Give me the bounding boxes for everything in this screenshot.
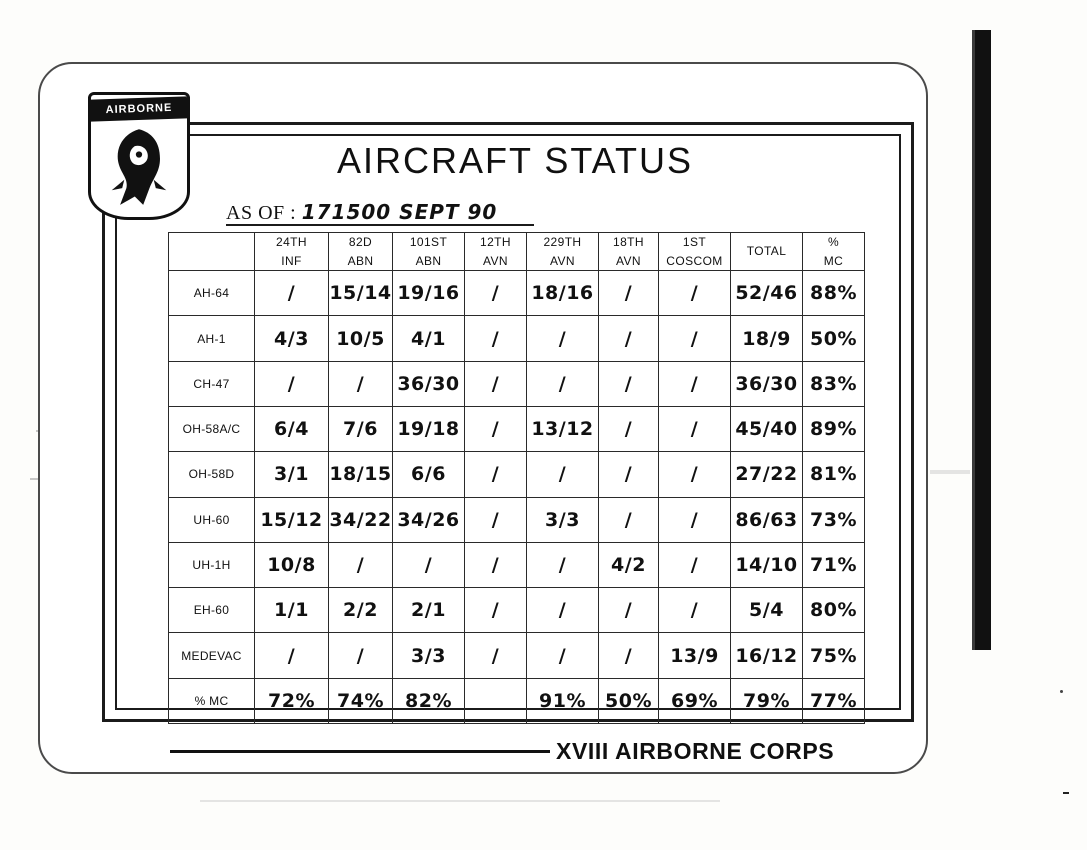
- scan-tick-mark: [1063, 792, 1069, 794]
- row-label-eh-60: EH-60: [169, 588, 255, 633]
- cell-medevac-229th-avn: /: [527, 633, 599, 678]
- cell-oh58d-229th-avn: /: [527, 452, 599, 497]
- cell-pctmc-24th-inf: 72%: [255, 678, 329, 723]
- cell-oh58d-1st-coscom: /: [659, 452, 731, 497]
- cell-medevac-82d-abn: /: [329, 633, 393, 678]
- cell-pctmc-82d-abn: 74%: [329, 678, 393, 723]
- table-header-row: [169, 233, 865, 271]
- footer: [170, 738, 870, 766]
- cell-medevac-101st-abn: 3/3: [393, 633, 465, 678]
- table-row-percent-mc: [169, 678, 865, 723]
- cell-ch47-229th-avn: /: [527, 361, 599, 406]
- cell-uh60-18th-avn: /: [599, 497, 659, 542]
- row-label-oh-58ac: OH-58A/C: [169, 407, 255, 452]
- scan-dot-mark: [1060, 690, 1063, 693]
- cell-pctmc-229th-avn: 91%: [527, 678, 599, 723]
- cell-pctmc-18th-avn: 50%: [599, 678, 659, 723]
- table-row: [169, 361, 865, 406]
- row-label-ch-47: CH-47: [169, 361, 255, 406]
- cell-ah64-percent-mc: 88%: [803, 271, 865, 316]
- scan-speckle: [200, 800, 720, 802]
- column-header-229th-avn: 229TH AVN: [527, 233, 599, 271]
- cell-oh58d-101st-abn: 6/6: [393, 452, 465, 497]
- column-header-24th-inf: 24TH INF: [255, 233, 329, 271]
- table-row: [169, 271, 865, 316]
- scan-edge-artifact: [975, 30, 991, 650]
- cell-medevac-12th-avn: /: [465, 633, 527, 678]
- aircraft-status-table: [168, 232, 865, 724]
- cell-ah1-24th-inf: 4/3: [255, 316, 329, 361]
- cell-oh58d-24th-inf: 3/1: [255, 452, 329, 497]
- cell-uh60-229th-avn: 3/3: [527, 497, 599, 542]
- scan-speckle: [930, 470, 970, 474]
- table-row: [169, 497, 865, 542]
- cell-oh58ac-24th-inf: 6/4: [255, 407, 329, 452]
- table-row: [169, 316, 865, 361]
- table-row: [169, 407, 865, 452]
- cell-ah64-total: 52/46: [731, 271, 803, 316]
- cell-uh1h-24th-inf: 10/8: [255, 542, 329, 587]
- cell-pctmc-total: 79%: [731, 678, 803, 723]
- cell-uh1h-1st-coscom: /: [659, 542, 731, 587]
- cell-uh60-12th-avn: /: [465, 497, 527, 542]
- xviii-airborne-corps-patch: [88, 92, 190, 220]
- footer-title: XVIII AIRBORNE CORPS: [556, 738, 835, 764]
- as-of-underline: [226, 224, 534, 226]
- cell-oh58ac-18th-avn: /: [599, 407, 659, 452]
- cell-ch47-percent-mc: 83%: [803, 361, 865, 406]
- cell-uh60-percent-mc: 73%: [803, 497, 865, 542]
- cell-pctmc-101st-abn: 82%: [393, 678, 465, 723]
- cell-ah1-total: 18/9: [731, 316, 803, 361]
- cell-oh58ac-12th-avn: /: [465, 407, 527, 452]
- as-of-label: AS OF :: [226, 202, 297, 224]
- cell-oh58d-total: 27/22: [731, 452, 803, 497]
- cell-uh60-1st-coscom: /: [659, 497, 731, 542]
- cell-uh1h-101st-abn: /: [393, 542, 465, 587]
- cell-ah1-18th-avn: /: [599, 316, 659, 361]
- cell-eh60-101st-abn: 2/1: [393, 588, 465, 633]
- row-label-uh-1h: UH-1H: [169, 542, 255, 587]
- cell-ah64-229th-avn: 18/16: [527, 271, 599, 316]
- row-label-ah-1: AH-1: [169, 316, 255, 361]
- cell-ch47-total: 36/30: [731, 361, 803, 406]
- cell-ah64-18th-avn: /: [599, 271, 659, 316]
- cell-eh60-24th-inf: 1/1: [255, 588, 329, 633]
- cell-ch47-12th-avn: /: [465, 361, 527, 406]
- cell-uh1h-12th-avn: /: [465, 542, 527, 587]
- cell-medevac-percent-mc: 75%: [803, 633, 865, 678]
- table-row: [169, 452, 865, 497]
- column-header-percent-mc: % MC: [803, 233, 865, 271]
- row-label-percent-mc: % MC: [169, 678, 255, 723]
- patch-banner-label: AIRBORNE: [88, 96, 190, 122]
- cell-ah64-1st-coscom: /: [659, 271, 731, 316]
- cell-ch47-24th-inf: /: [255, 361, 329, 406]
- cell-medevac-18th-avn: /: [599, 633, 659, 678]
- cell-oh58ac-percent-mc: 89%: [803, 407, 865, 452]
- dragon-head-emblem: [97, 123, 181, 211]
- row-label-uh-60: UH-60: [169, 497, 255, 542]
- cell-ah64-24th-inf: /: [255, 271, 329, 316]
- column-header-total: TOTAL: [731, 233, 803, 271]
- row-label-ah-64: AH-64: [169, 271, 255, 316]
- cell-ch47-82d-abn: /: [329, 361, 393, 406]
- cell-oh58d-percent-mc: 81%: [803, 452, 865, 497]
- cell-eh60-12th-avn: /: [465, 588, 527, 633]
- cell-pctmc-12th-avn: [465, 678, 527, 723]
- cell-uh60-24th-inf: 15/12: [255, 497, 329, 542]
- column-header-1st-coscom: 1ST COSCOM: [659, 233, 731, 271]
- cell-uh1h-total: 14/10: [731, 542, 803, 587]
- footer-rule: [170, 750, 550, 753]
- cell-pctmc-1st-coscom: 69%: [659, 678, 731, 723]
- cell-ah64-82d-abn: 15/14: [329, 271, 393, 316]
- cell-oh58ac-total: 45/40: [731, 407, 803, 452]
- cell-uh1h-percent-mc: 71%: [803, 542, 865, 587]
- row-label-medevac: MEDEVAC: [169, 633, 255, 678]
- column-header-blank: [169, 233, 255, 271]
- cell-uh1h-229th-avn: /: [527, 542, 599, 587]
- cell-eh60-total: 5/4: [731, 588, 803, 633]
- cell-oh58ac-101st-abn: 19/18: [393, 407, 465, 452]
- cell-eh60-1st-coscom: /: [659, 588, 731, 633]
- column-header-12th-avn: 12TH AVN: [465, 233, 527, 271]
- cell-oh58d-82d-abn: 18/15: [329, 452, 393, 497]
- cell-uh60-101st-abn: 34/26: [393, 497, 465, 542]
- cell-ch47-18th-avn: /: [599, 361, 659, 406]
- cell-eh60-82d-abn: 2/2: [329, 588, 393, 633]
- cell-ah1-12th-avn: /: [465, 316, 527, 361]
- page-title: AIRCRAFT STATUS: [336, 140, 694, 181]
- cell-eh60-percent-mc: 80%: [803, 588, 865, 633]
- aircraft-status-table-wrapper: [168, 232, 864, 724]
- cell-ah1-percent-mc: 50%: [803, 316, 865, 361]
- column-header-18th-avn: 18TH AVN: [599, 233, 659, 271]
- as-of-value: 171500 SEPT 90: [301, 200, 498, 224]
- cell-oh58ac-229th-avn: 13/12: [527, 407, 599, 452]
- cell-ch47-101st-abn: 36/30: [393, 361, 465, 406]
- cell-eh60-18th-avn: /: [599, 588, 659, 633]
- table-row: [169, 588, 865, 633]
- column-header-82d-abn: 82D ABN: [329, 233, 393, 271]
- cell-ah1-1st-coscom: /: [659, 316, 731, 361]
- cell-pctmc-percent-mc: 77%: [803, 678, 865, 723]
- row-label-oh-58d: OH-58D: [169, 452, 255, 497]
- cell-oh58ac-82d-abn: 7/6: [329, 407, 393, 452]
- cell-eh60-229th-avn: /: [527, 588, 599, 633]
- cell-uh1h-18th-avn: 4/2: [599, 542, 659, 587]
- cell-uh60-82d-abn: 34/22: [329, 497, 393, 542]
- cell-uh60-total: 86/63: [731, 497, 803, 542]
- cell-ah1-101st-abn: 4/1: [393, 316, 465, 361]
- cell-medevac-24th-inf: /: [255, 633, 329, 678]
- cell-ah1-82d-abn: 10/5: [329, 316, 393, 361]
- cell-uh1h-82d-abn: /: [329, 542, 393, 587]
- cell-ch47-1st-coscom: /: [659, 361, 731, 406]
- cell-oh58ac-1st-coscom: /: [659, 407, 731, 452]
- cell-ah1-229th-avn: /: [527, 316, 599, 361]
- column-header-101st-abn: 101ST ABN: [393, 233, 465, 271]
- cell-ah64-12th-avn: /: [465, 271, 527, 316]
- as-of-line: [226, 200, 497, 225]
- table-row: [169, 542, 865, 587]
- cell-ah64-101st-abn: 19/16: [393, 271, 465, 316]
- cell-oh58d-18th-avn: /: [599, 452, 659, 497]
- cell-medevac-total: 16/12: [731, 633, 803, 678]
- cell-medevac-1st-coscom: 13/9: [659, 633, 731, 678]
- table-row: [169, 633, 865, 678]
- cell-oh58d-12th-avn: /: [465, 452, 527, 497]
